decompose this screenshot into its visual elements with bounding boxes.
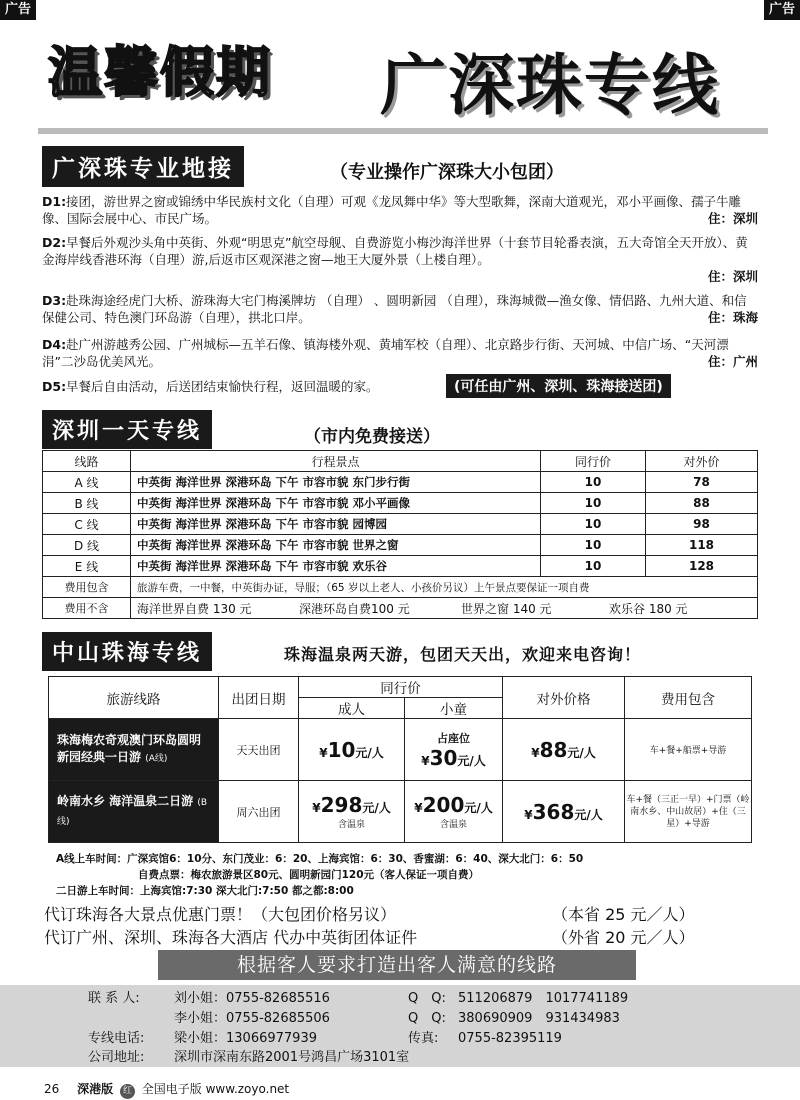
excluded-row xyxy=(43,598,758,619)
table-row xyxy=(43,493,758,514)
public-cell: 88 xyxy=(646,493,758,514)
date-cell: 周六出团 xyxy=(219,781,299,843)
col-adult: 成人 xyxy=(299,698,405,719)
unit: 元/人 xyxy=(464,801,493,815)
service-1: 代订珠海各大景点优惠门票！（大包团价格另议） xyxy=(44,905,397,924)
ad-tag-right: 广告 xyxy=(764,0,800,20)
spots-cell: 中英街 海洋世界 深港环岛 下午 市容市貌 邓小平画像 xyxy=(131,493,541,514)
self-pay-note: 自费点票：梅农旅游景区80元、圆明新园门120元（客人保证一项自费） xyxy=(138,869,480,881)
col-line: 线路 xyxy=(43,451,131,472)
public-cell xyxy=(503,781,625,843)
day-label: D3: xyxy=(42,293,67,308)
col-public: 对外价 xyxy=(646,451,758,472)
section2-heading: 深圳一天专线 xyxy=(42,410,212,449)
header-divider xyxy=(38,128,768,134)
excluded-item: 欢乐谷 180 元 xyxy=(609,601,688,616)
peer-cell: 10 xyxy=(541,514,646,535)
public-cell: 98 xyxy=(646,514,758,535)
col-public: 对外价格 xyxy=(503,677,625,719)
qq-2: 380690909 931434983 xyxy=(458,1011,620,1026)
line-cell: E 线 xyxy=(43,556,131,577)
included-row xyxy=(43,577,758,598)
phone-value: 梁小姐：13066977939 xyxy=(174,1031,317,1046)
route-name: 岭南水乡 海洋温泉二日游 xyxy=(57,793,194,808)
shenzhen-day-table xyxy=(42,450,758,619)
unit: 元/人 xyxy=(457,753,486,768)
line-cell: A 线 xyxy=(43,472,131,493)
child-price: 30 xyxy=(429,745,458,770)
peer-cell: 10 xyxy=(541,535,646,556)
day-text: 早餐后外观沙头角中英街、外观“明思克”航空母舰、自费游览小梅沙海洋世界（十套节目轮番表演，五大奇馆全天开放）、黄金海岸线香港环海（自理）游,后返市区观深港之窗—地王大厦外景（上楼自理）。 xyxy=(42,235,748,267)
service-2: 代订广州、深圳、珠海各大酒店 代办中英街团体证件 xyxy=(44,928,418,947)
date-cell: 天天出团 xyxy=(219,719,299,781)
qq-label-2: Q Q: xyxy=(408,1011,446,1026)
unit: 元/人 xyxy=(574,807,603,822)
col-route: 旅游线路 xyxy=(49,677,219,719)
peer-cell: 10 xyxy=(541,472,646,493)
address-value: 深圳市深南东路2001号鸿昌广场3101室 xyxy=(174,1050,410,1065)
section3-slogan: 珠海温泉两天游，包团天天出，欢迎来电咨询！ xyxy=(284,645,642,664)
table-row xyxy=(49,719,752,781)
qq-label: Q Q: xyxy=(408,991,446,1006)
qq-1: 511206879 1017741189 xyxy=(458,991,629,1006)
public-cell: 128 xyxy=(646,556,758,577)
col-included: 费用包含 xyxy=(625,677,752,719)
spots-cell: 中英街 海洋世界 深港环岛 下午 市容市貌 欢乐谷 xyxy=(131,556,541,577)
contact-1: 刘小姐：0755-82685516 xyxy=(174,991,330,1006)
table-header xyxy=(43,451,758,472)
public-cell: 118 xyxy=(646,535,758,556)
excluded-item: 海洋世界自费 130 元 xyxy=(137,601,252,616)
spots-cell: 中英街 海洋世界 深港环岛 下午 市容市貌 世界之窗 xyxy=(131,535,541,556)
line-cell: C 线 xyxy=(43,514,131,535)
day-stay: 住：深圳 xyxy=(707,211,758,226)
day-text: 赴珠海途经虎门大桥、游珠海大宅门梅溪牌坊 （自理） 、圆明新园 （自理），珠海城微—渔女像、情侣路、九州大道、和信保健公司、特色澳门环岛游（自理），拱北口岸。 xyxy=(42,293,747,325)
contact-2: 李小姐：0755-82685506 xyxy=(174,1011,330,1026)
public-cell xyxy=(503,719,625,781)
route-tag: (B线) xyxy=(57,797,208,827)
col-child: 小童 xyxy=(405,698,503,719)
table-row xyxy=(49,781,752,843)
child-price: 200 xyxy=(422,793,465,817)
currency: ¥ xyxy=(531,745,540,760)
edition-badge: 红 xyxy=(120,1084,135,1099)
line-cell: B 线 xyxy=(43,493,131,514)
included-text: 旅游车费，一中餐，中英街办证，导服；（65 岁以上老人、小孩价另议）上午景点要保证一项自费 xyxy=(131,577,758,598)
address-label: 公司地址: xyxy=(88,1050,145,1065)
currency: ¥ xyxy=(312,801,321,815)
col-date: 出团日期 xyxy=(219,677,299,719)
phone-label: 专线电话: xyxy=(88,1031,145,1046)
unit: 元/人 xyxy=(355,745,384,760)
day-stay: 住：珠海 xyxy=(707,310,758,325)
route-name: 珠海梅农奇观澳门环岛圆明新园经典一日游 xyxy=(57,732,202,764)
child-cell xyxy=(405,719,503,781)
adult-cell xyxy=(299,719,405,781)
service-2-price: （外省 20 元／人） xyxy=(552,928,695,947)
excluded-item: 深港环岛自费100 元 xyxy=(299,601,410,616)
footer xyxy=(44,1080,289,1099)
peer-cell: 10 xyxy=(541,556,646,577)
pickup-note-b: 二日游上车时间：上海宾馆:7:30 深大北门:7:50 都之都:8:00 xyxy=(56,885,354,897)
route-tag: (A线) xyxy=(145,753,168,764)
child-note: 含温泉 xyxy=(439,820,467,830)
day-3 xyxy=(42,292,758,326)
day-text: 赴广州游越秀公园、广州城标—五羊石像、镇海楼外观、黄埔军校（自理）、北京路步行街、天河城、中信广场、“天河漂涓”二沙岛优美风光。 xyxy=(42,337,729,369)
excluded-text xyxy=(131,598,758,619)
excluded-item: 世界之窗 140 元 xyxy=(461,601,552,616)
col-spots: 行程景点 xyxy=(131,451,541,472)
contact-panel xyxy=(0,985,800,1067)
day-label: D5: xyxy=(42,379,67,394)
table-row xyxy=(43,472,758,493)
day-1 xyxy=(42,193,758,227)
spots-cell: 中英街 海洋世界 深港环岛 下午 市容市貌 东门步行街 xyxy=(131,472,541,493)
day-5 xyxy=(42,378,462,395)
currency: ¥ xyxy=(421,753,430,768)
public-price: 368 xyxy=(532,799,575,824)
day-stay: 住：深圳 xyxy=(707,269,758,284)
brand-title: 温馨假期 xyxy=(48,41,272,104)
day-label: D4: xyxy=(42,337,67,352)
day-label: D2: xyxy=(42,235,67,250)
child-note-top: 占座位 xyxy=(437,731,470,745)
section1-heading: 广深珠专业地接 xyxy=(42,146,244,187)
public-cell: 78 xyxy=(646,472,758,493)
route-cell xyxy=(49,719,219,781)
day-text: 接团，游世界之窗或锦绣中华民族村文化（自理）可观《龙凤舞中华》等大型歌舞，深南大道观光，邓小平画像、孺子牛雕像、国际会展中心、市民广场。 xyxy=(42,194,741,226)
table-row xyxy=(43,514,758,535)
day-stay: 住：广州 xyxy=(707,354,758,369)
table-row xyxy=(43,535,758,556)
table-row xyxy=(43,556,758,577)
included-cell: 车+餐+船票+导游 xyxy=(625,719,752,781)
route-cell xyxy=(49,781,219,843)
section3-heading: 中山珠海专线 xyxy=(42,632,212,671)
unit: 元/人 xyxy=(362,801,391,815)
slogan-bar: 根据客人要求打造出客人满意的线路 xyxy=(158,950,636,980)
section1-subheading: （专业操作广深珠大小包团） xyxy=(330,162,564,183)
unit: 元/人 xyxy=(567,745,596,760)
page-number: 26 xyxy=(44,1082,60,1096)
day-2 xyxy=(42,234,758,284)
col-peer: 同行价 xyxy=(541,451,646,472)
day-text: 早餐后自由活动，后送团结束愉快行程，返回温暖的家。 xyxy=(65,379,379,394)
currency: ¥ xyxy=(319,745,328,760)
currency: ¥ xyxy=(524,807,533,822)
col-peer: 同行价 xyxy=(299,677,503,698)
service-1-price: （本省 25 元／人） xyxy=(552,905,695,924)
excluded-label: 费用不含 xyxy=(43,598,131,619)
ad-tag-left: 广告 xyxy=(0,0,36,20)
zhongshan-table xyxy=(48,676,752,843)
fax-value: 0755-82395119 xyxy=(458,1031,562,1046)
adult-cell xyxy=(299,781,405,843)
send-note: (可任由广州、深圳、珠海接送团) xyxy=(446,374,671,398)
section2-subheading: （市内免费接送） xyxy=(304,427,440,447)
day-label: D1: xyxy=(42,194,67,209)
fax-label: 传真: xyxy=(408,1031,439,1046)
spots-cell: 中英街 海洋世界 深港环岛 下午 市容市貌 园博园 xyxy=(131,514,541,535)
day-4 xyxy=(42,336,758,370)
edition: 深港版 xyxy=(77,1082,114,1096)
public-price: 88 xyxy=(539,737,568,762)
adult-price: 10 xyxy=(327,737,356,762)
contacts-label: 联 系 人: xyxy=(88,991,140,1006)
child-cell xyxy=(405,781,503,843)
included-cell: 车+餐（三正一早）+门票（岭南水乡、中山故居）+住（三星）+导游 xyxy=(625,781,752,843)
site-link[interactable]: 全国电子版 www.zoyo.net xyxy=(141,1082,290,1096)
adult-price: 298 xyxy=(320,793,363,817)
page-title: 广深珠专线 xyxy=(380,46,720,124)
line-cell: D 线 xyxy=(43,535,131,556)
pickup-note-a: A线上车时间：广深宾馆6：10分、东门茂业：6：20、上海宾馆：6：30、香蜜湖：6：40、深大北门：6：50 xyxy=(56,853,584,865)
included-label: 费用包含 xyxy=(43,577,131,598)
peer-cell: 10 xyxy=(541,493,646,514)
table-header xyxy=(49,677,752,698)
currency: ¥ xyxy=(414,801,423,815)
adult-note: 含温泉 xyxy=(337,820,365,830)
